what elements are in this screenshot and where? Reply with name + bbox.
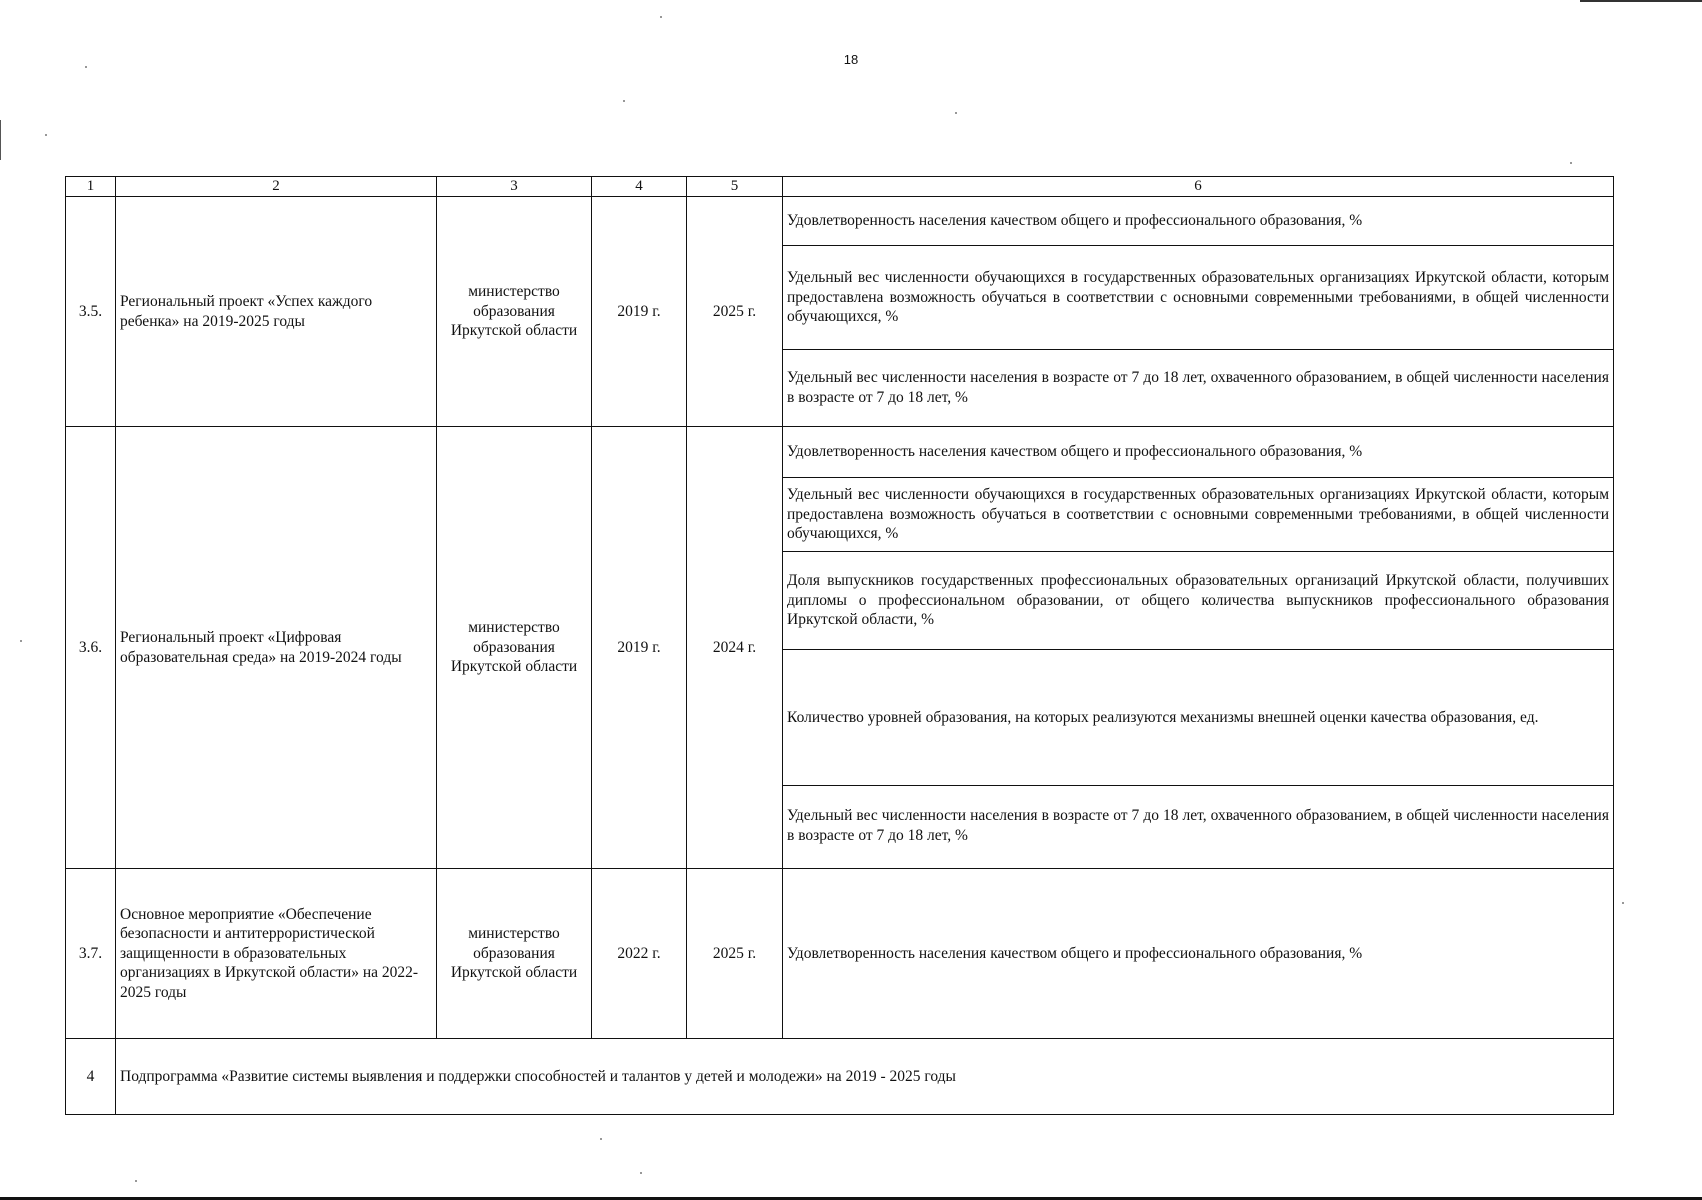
subprogram-title: Подпрограмма «Развитие системы выявления и поддержки способностей и талантов у детей и молодежи» на 2019 - 2025 годы — [116, 1039, 1614, 1115]
indicator-text: Удельный вес численности обучающихся в государственных образовательных организациях Иркутской области, которым предоставлена возможность обучаться в соответствии с основными современными требованиями, в общей численности обучающихся, % — [787, 486, 1609, 543]
indicator-text: Удовлетворенность населения качеством общего и профессионального образования, % — [787, 944, 1363, 962]
scan-speck — [640, 1172, 642, 1174]
measure-name: Основное мероприятие «Обеспечение безопасности и антитеррористической защищенности в образовательных организациях в Иркутской области» на 2022-2025 годы — [116, 869, 437, 1039]
scan-speck — [1622, 902, 1624, 904]
scan-speck — [660, 16, 662, 18]
start-year: 2019 г. — [592, 197, 687, 427]
row-number: 3.7. — [66, 869, 116, 1039]
column-header-6: 6 — [783, 177, 1614, 197]
indicator-item — [783, 349, 1613, 425]
table-row — [66, 427, 1614, 869]
indicator-item — [783, 245, 1613, 349]
scan-edge-top — [1580, 0, 1702, 2]
indicators-cell — [783, 427, 1614, 869]
indicator-item — [783, 477, 1613, 551]
scan-speck — [1570, 162, 1572, 164]
indicator-item — [783, 785, 1613, 865]
start-year: 2022 г. — [592, 869, 687, 1039]
indicator-item — [783, 551, 1613, 649]
scan-edge-left — [0, 120, 1, 160]
indicator-item — [783, 197, 1613, 245]
indicators-cell — [783, 197, 1614, 427]
scan-speck — [85, 66, 87, 68]
table-header-row — [66, 177, 1614, 197]
indicator-item — [783, 649, 1613, 785]
measures-table — [65, 176, 1614, 1115]
column-header-2: 2 — [116, 177, 437, 197]
measure-name: Региональный проект «Успех каждого ребенка» на 2019-2025 годы — [116, 197, 437, 427]
executor: министерство образования Иркутской области — [437, 427, 592, 869]
indicator-list — [783, 197, 1613, 425]
indicator-text: Количество уровней образования, на которых реализуются механизмы внешней оценки качества образования, ед. — [787, 708, 1539, 726]
indicator-text: Удовлетворенность населения качеством общего и профессионального образования, % — [787, 212, 1363, 230]
end-year: 2025 г. — [687, 869, 783, 1039]
indicators-cell — [783, 869, 1614, 1039]
column-header-4: 4 — [592, 177, 687, 197]
end-year: 2024 г. — [687, 427, 783, 869]
indicator-text: Удовлетворенность населения качеством общего и профессионального образования, % — [787, 443, 1363, 461]
table-row — [66, 197, 1614, 427]
scan-speck — [20, 640, 22, 642]
end-year: 2025 г. — [687, 197, 783, 427]
subprogram-number: 4 — [66, 1039, 116, 1115]
indicator-item — [783, 427, 1613, 477]
indicator-text: Удельный вес численности населения в возрасте от 7 до 18 лет, охваченного образованием, в общей численности населения в возрасте от 7 до 18 лет, % — [787, 807, 1609, 844]
scan-speck — [135, 1180, 137, 1182]
indicator-text: Удельный вес численности обучающихся в государственных образовательных организациях Иркутской области, которым предоставлена возможность обучаться в соответствии с основными современными требованиями, в общей численности обучающихся, % — [787, 269, 1609, 326]
row-number: 3.6. — [66, 427, 116, 869]
scan-speck — [45, 134, 47, 136]
column-header-5: 5 — [687, 177, 783, 197]
page-number: 18 — [843, 52, 859, 67]
indicator-text: Доля выпускников государственных профессиональных образовательных организаций Иркутской области, получивших дипломы о профессиональном образовании, от общего количества выпускников профессионального образования Иркутской области, % — [787, 572, 1609, 629]
subprogram-row — [66, 1039, 1614, 1115]
start-year: 2019 г. — [592, 427, 687, 869]
indicator-text: Удельный вес численности населения в возрасте от 7 до 18 лет, охваченного образованием, в общей численности населения в возрасте от 7 до 18 лет, % — [787, 369, 1609, 406]
scan-speck — [955, 112, 957, 114]
scan-speck — [623, 100, 625, 102]
measure-name: Региональный проект «Цифровая образовательная среда» на 2019-2024 годы — [116, 427, 437, 869]
scan-speck — [600, 1138, 602, 1140]
executor: министерство образования Иркутской области — [437, 197, 592, 427]
table-row — [66, 869, 1614, 1039]
column-header-3: 3 — [437, 177, 592, 197]
executor: министерство образования Иркутской области — [437, 869, 592, 1039]
column-header-1: 1 — [66, 177, 116, 197]
row-number: 3.5. — [66, 197, 116, 427]
indicator-list — [783, 427, 1613, 865]
